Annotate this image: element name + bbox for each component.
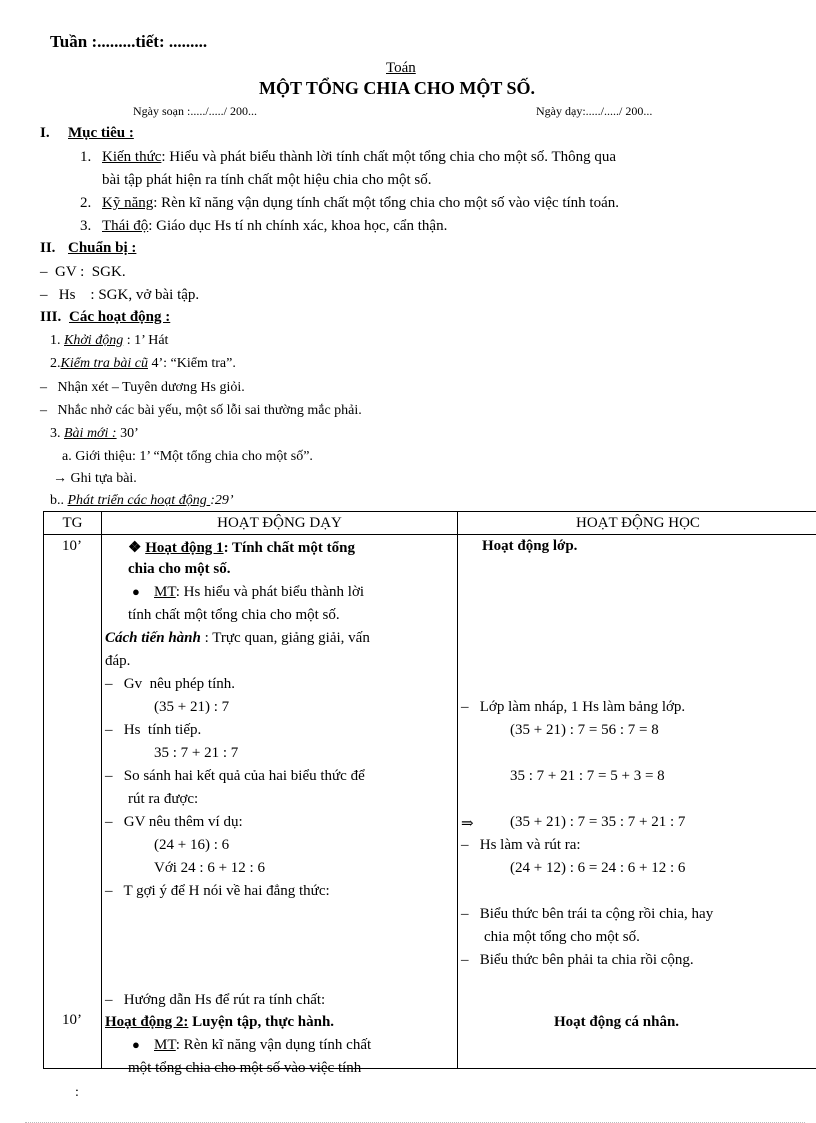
objective-label: Kỹ năng xyxy=(102,195,154,211)
activity-2-title: Luyện tập, thực hành. xyxy=(188,1014,335,1030)
objective-note-text: : Hs hiểu và phát biểu thành lời xyxy=(175,584,365,600)
teach-step: – So sánh hai kết quả của hai biểu thức để xyxy=(105,768,365,784)
objective-note-2-continued: một tổng chia cho một số vào việc tính xyxy=(128,1060,362,1076)
date-prepared: Ngày soạn :...../...../ 200... xyxy=(133,104,257,118)
teach-step: – Hs tính tiếp. xyxy=(105,722,202,738)
learn-step-continued: chia một tổng cho một số. xyxy=(484,929,640,945)
week-lesson-line: Tuần :.........tiết: ......... xyxy=(50,32,208,51)
objective-knowledge xyxy=(102,149,616,166)
objective-note-label: MT xyxy=(154,1037,176,1053)
objective-note xyxy=(154,584,364,601)
footer-mark: : xyxy=(75,1085,79,1100)
column-header-learning: HOẠT ĐỘNG HỌC xyxy=(458,512,816,535)
objective-note-continued: tính chất một tổng chia cho một số. xyxy=(128,607,340,623)
time-activity-2: 10’ xyxy=(62,1012,82,1028)
method-line xyxy=(105,630,370,647)
column-header-teaching: HOẠT ĐỘNG DẠY xyxy=(102,512,458,535)
review-item-reminder: – Nhắc nhở các bài yếu, một số lỗi sai thường mắc phải. xyxy=(40,403,362,418)
objective-attitude xyxy=(102,218,447,235)
activity-2-label: Hoạt động 2: xyxy=(105,1014,189,1030)
method-text: : Trực quan, giảng giải, vấn xyxy=(200,630,370,646)
teach-step: – GV nêu thêm ví dụ: xyxy=(105,814,243,830)
review-label: Kiểm tra bài cũ xyxy=(60,356,148,371)
learn-expression: (24 + 12) : 6 = 24 : 6 + 12 : 6 xyxy=(510,860,686,876)
develop-prefix: b.. xyxy=(50,493,68,508)
teach-step: – Gv nêu phép tính. xyxy=(105,676,235,692)
bullet-icon: ● xyxy=(132,1037,140,1052)
develop-label: Phát triển các hoạt động xyxy=(67,493,211,508)
table-header-row xyxy=(44,512,816,535)
date-taught: Ngày dạy:...../...../ 200... xyxy=(536,104,653,118)
objective-skill xyxy=(102,195,619,212)
objective-number: 3. xyxy=(80,218,92,234)
objectives-heading-number: I. xyxy=(40,125,50,141)
activities-heading: Các hoạt động : xyxy=(69,309,171,325)
review-line xyxy=(50,356,236,372)
objective-label: Thái độ xyxy=(102,218,149,234)
objective-note-2 xyxy=(154,1037,371,1054)
warmup-label: Khởi động xyxy=(64,333,124,348)
develop-text: :29’ xyxy=(210,493,234,508)
learn-expression: (35 + 21) : 7 = 35 : 7 + 21 : 7 xyxy=(510,814,686,830)
learn-expression: 35 : 7 + 21 : 7 = 5 + 3 = 8 xyxy=(510,768,665,784)
objective-label: Kiến thức xyxy=(102,149,162,165)
review-text: 4’: “Kiểm tra”. xyxy=(148,356,236,371)
objective-note-label: MT xyxy=(154,584,176,600)
learning-heading-1: Hoạt động lớp. xyxy=(482,538,578,554)
teach-expression: (24 + 16) : 6 xyxy=(154,837,230,853)
new-lesson-number: 3. xyxy=(50,426,61,441)
preparation-heading-number: II. xyxy=(40,240,56,256)
objective-text-continued: bài tập phát hiện ra tính chất một hiệu chia cho một số. xyxy=(102,172,432,188)
activity-1-title: : Tính chất một tổng xyxy=(223,540,355,556)
objectives-heading: Mục tiêu : xyxy=(68,125,134,141)
learning-heading-2: Hoạt động cá nhân. xyxy=(554,1014,680,1030)
learn-step: – Lớp làm nháp, 1 Hs làm bảng lớp. xyxy=(461,699,686,715)
teaching-cell xyxy=(102,535,458,1076)
teach-step: – Hướng dẫn Hs để rút ra tính chất: xyxy=(105,992,326,1008)
new-lesson-line xyxy=(50,426,139,442)
star-bullet-icon: ❖ xyxy=(128,540,142,556)
activity-table xyxy=(43,511,816,1076)
preparation-heading: Chuẩn bị : xyxy=(68,240,137,256)
teach-step-continued: rút ra được: xyxy=(128,791,199,807)
review-item-praise: – Nhận xét – Tuyên dương Hs giỏi. xyxy=(40,380,245,395)
activity-2-heading xyxy=(105,1014,334,1031)
teach-step: – T gợi ý để H nói về hai đẳng thức: xyxy=(105,883,330,899)
teach-expression: (35 + 21) : 7 xyxy=(154,699,230,715)
learn-step: – Biểu thức bên phải ta chia rồi cộng. xyxy=(461,952,694,968)
new-lesson-label: Bài mới : xyxy=(64,426,117,441)
preparation-item-teacher: – GV : SGK. xyxy=(40,264,126,280)
new-lesson-text: 30’ xyxy=(116,426,139,441)
review-number: 2. xyxy=(50,356,61,371)
subject-label: Toán xyxy=(386,60,416,76)
column-header-time: TG xyxy=(44,512,102,535)
develop-activities-line xyxy=(50,493,234,509)
warmup-text: : 1’ Hát xyxy=(123,333,169,348)
preparation-item-student: – Hs : SGK, vở bài tập. xyxy=(40,287,200,303)
objective-text: : Hiểu và phát biểu thành lời tính chất một tổng chia cho một số. Thông qua xyxy=(161,149,617,165)
write-title-line: → Ghi tựa bài. xyxy=(53,471,137,486)
learn-step: – Biểu thức bên trái ta cộng rồi chia, hay xyxy=(461,906,714,922)
warmup-line xyxy=(50,333,168,349)
learn-step: – Hs làm và rút ra: xyxy=(461,837,581,853)
time-cell xyxy=(44,535,102,1069)
introduction-line: a. Giới thiệu: 1’ “Một tổng chia cho một số”. xyxy=(62,449,313,464)
activity-1-label: Hoạt động 1 xyxy=(145,540,224,556)
activity-1-title-continued: chia cho một số. xyxy=(128,561,231,577)
activity-1-heading xyxy=(128,538,355,557)
table-row xyxy=(44,535,816,1069)
objective-text: : Rèn kĩ năng vận dụng tính chất một tổng chia cho một số vào việc tính toán. xyxy=(153,195,619,211)
objective-text: : Giáo dục Hs tí nh chính xác, khoa học, cẩn thận. xyxy=(148,218,448,234)
method-label: Cách tiến hành xyxy=(105,630,201,646)
warmup-number: 1. xyxy=(50,333,61,348)
objective-number: 1. xyxy=(80,149,92,165)
teach-expression: 35 : 7 + 21 : 7 xyxy=(154,745,239,761)
learn-expression: (35 + 21) : 7 = 56 : 7 = 8 xyxy=(510,722,659,738)
method-continued: đáp. xyxy=(105,653,131,669)
objective-note-text: : Rèn kĩ năng vận dụng tính chất xyxy=(175,1037,372,1053)
time-activity-1: 10’ xyxy=(62,538,82,554)
activities-heading-number: III. xyxy=(40,309,62,325)
teach-expression: Với 24 : 6 + 12 : 6 xyxy=(154,860,265,876)
page-title: MỘT TỔNG CHIA CHO MỘT SỐ. xyxy=(259,78,536,98)
objective-number: 2. xyxy=(80,195,92,211)
implies-arrow-icon: ⇒ xyxy=(461,816,474,832)
learning-cell xyxy=(458,535,816,1069)
bullet-icon: ● xyxy=(132,584,140,599)
